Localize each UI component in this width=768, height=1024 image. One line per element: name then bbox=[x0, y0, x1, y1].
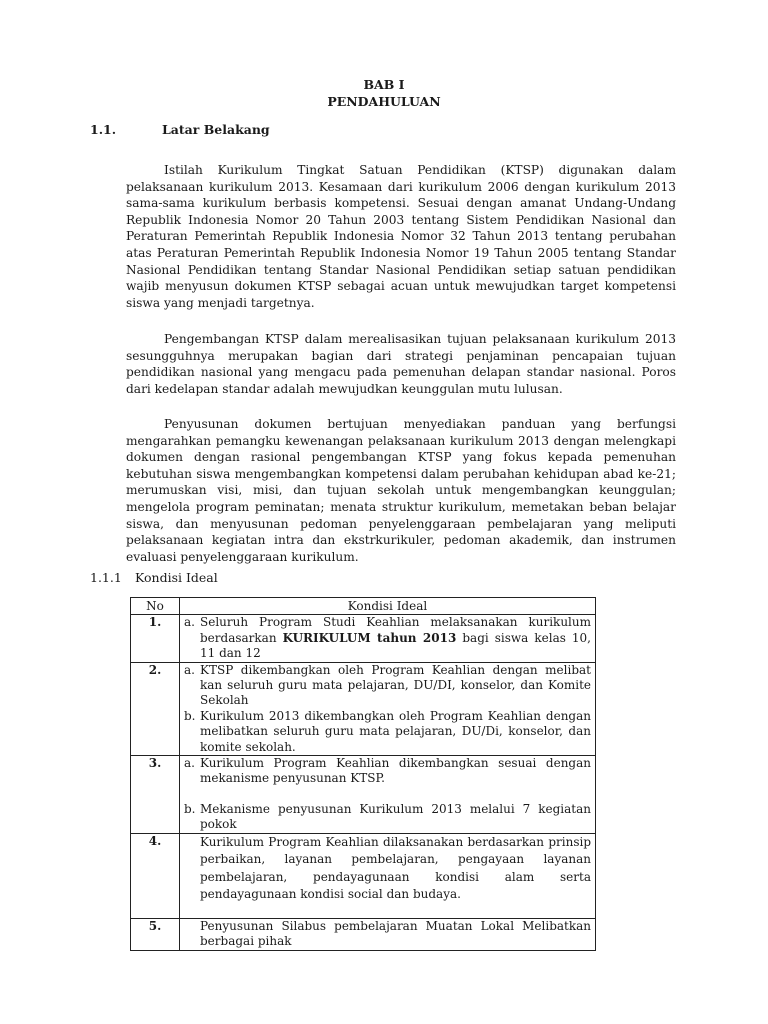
section-number: 1.1. bbox=[90, 122, 117, 137]
item-text-pre: Seluruh Program Studi Keahlian melaksanakan kurikulum berdasarkan bbox=[200, 615, 591, 645]
item-letter: a. bbox=[184, 615, 195, 630]
chapter-number: BAB I bbox=[363, 77, 405, 92]
subsection-number: 1.1.1 bbox=[90, 570, 122, 585]
paragraph-2 bbox=[126, 331, 676, 397]
list-item bbox=[184, 802, 591, 833]
paragraph-3-text: Penyusunan dokumen bertujuan menyediakan panduan yang berfungsi mengarahkan pemangku kewenangan pelaksanaan kurikulum 2013 dengan melengkapi dokumen dengan rasional pengembangan KTSP yang fokus kepada pemenuhan kebutuhan siswa mengembangkan kompetensi dalam perubahan kehidupan abad ke-21; merumuskan visi, misi, dan tujuan sekolah untuk mengembangkan keunggulan; mengelola program peminatan; menata struktur kurikulum, memetakan beban belajar siswa, dan menyusunan pedoman penyelenggaraan pembelajaran yang meliputi pelaksanaan kegiatan intra dan ekstrkurikuler, pedoman akademik, dan instrumen evaluasi penyelenggaraan kurikulum. bbox=[126, 417, 676, 564]
subsection-heading bbox=[90, 570, 218, 585]
table-row bbox=[131, 833, 596, 918]
row-content bbox=[180, 918, 596, 950]
row-content bbox=[180, 615, 596, 662]
spacer bbox=[184, 787, 591, 802]
table-row bbox=[131, 615, 596, 662]
row-number: 4. bbox=[131, 833, 180, 918]
item-letter: a. bbox=[184, 662, 195, 677]
list-item bbox=[184, 615, 591, 661]
table-row bbox=[131, 756, 596, 834]
header-no: No bbox=[131, 598, 180, 615]
list-item bbox=[184, 709, 591, 755]
list-item bbox=[184, 756, 591, 787]
item-text: Kurikulum 2013 dikembangkan oleh Program Keahlian dengan melibatkan seluruh guru mata pelajaran, DU/Di, konselor, dan komite sekolah. bbox=[200, 708, 591, 754]
item-text: KTSP dikembangkan oleh Program Keahlian dengan melibat kan seluruh guru mata pelajaran, DU/DI, konselor, dan Komite Sekolah bbox=[200, 662, 591, 708]
section-heading bbox=[90, 122, 270, 137]
item-letter: a. bbox=[184, 756, 195, 771]
row-number: 1. bbox=[131, 615, 180, 662]
item-text bbox=[200, 615, 591, 661]
paragraph-1 bbox=[126, 162, 676, 311]
section-title: Latar Belakang bbox=[162, 122, 270, 137]
kondisi-ideal-table bbox=[130, 597, 596, 951]
item-letter: b. bbox=[184, 801, 196, 816]
row-number: 3. bbox=[131, 756, 180, 834]
item-text-bold: KURIKULUM tahun 2013 bbox=[282, 630, 457, 645]
chapter-title: PENDAHULUAN bbox=[327, 94, 441, 109]
paragraph-3 bbox=[126, 416, 676, 565]
row-content bbox=[180, 662, 596, 755]
row-content bbox=[180, 833, 596, 918]
table-row bbox=[131, 662, 596, 755]
item-text: Mekanisme penyusunan Kurikulum 2013 melalui 7 kegiatan pokok bbox=[200, 801, 591, 832]
header-kondisi: Kondisi Ideal bbox=[180, 598, 596, 615]
paragraph-2-text: Pengembangan KTSP dalam merealisasikan tujuan pelaksanaan kurikulum 2013 sesungguhnya merupakan bagian dari strategi penjaminan pencapaian tujuan pendidikan nasional yang mengacu pada pemenuhan delapan standar nasional. Poros dari kedelapan standar adalah mewujudkan keunggulan mutu lulusan. bbox=[126, 332, 676, 396]
item-letter: b. bbox=[184, 708, 196, 723]
table-header-row bbox=[131, 598, 596, 615]
table-row bbox=[131, 918, 596, 950]
list-item bbox=[184, 663, 591, 709]
item-text: Kurikulum Program Keahlian dilaksanakan berdasarkan prinsip perbaikan, layanan pembelajaran, pengayaan layanan pembelajaran, pendayagunaan kondisi alam serta pendayagunaan kondisi social dan budaya. bbox=[200, 834, 591, 902]
row-number: 2. bbox=[131, 662, 180, 755]
row-content bbox=[180, 756, 596, 834]
item-text: Kurikulum Program Keahlian dikembangkan sesuai dengan mekanisme penyusunan KTSP. bbox=[200, 756, 591, 786]
paragraph-1-text: Istilah Kurikulum Tingkat Satuan Pendidikan (KTSP) digunakan dalam pelaksanaan kurikulum 2013. Kesamaan dari kurikulum 2006 dengan kurikulum 2013 sama-sama kurikulum berbasis kompetensi. Sesuai dengan amanat Undang-Undang Republik Indonesia Nomor 20 Tahun 2003 tentang Sistem Pendidikan Nasional dan Peraturan Pemerintah Republik Indonesia Nomor 32 Tahun 2013 tentang perubahan atas Peraturan Pemerintah Republik Indonesia Nomor 19 Tahun 2005 tentang Standar Nasional Pendidikan tentang Standar Nasional Pendidikan setiap satuan pendidikan wajib menyusun dokumen KTSP sebagai acuan untuk mewujudkan target kompetensi siswa yang menjadi targetnya. bbox=[126, 163, 676, 310]
item-text: Penyusunan Silabus pembelajaran Muatan Lokal Melibatkan berbagai pihak bbox=[200, 918, 591, 949]
row-number: 5. bbox=[131, 918, 180, 950]
item-text-post: bagi siswa kelas 10, 11 dan 12 bbox=[200, 630, 591, 661]
subsection-title: Kondisi Ideal bbox=[135, 570, 218, 585]
